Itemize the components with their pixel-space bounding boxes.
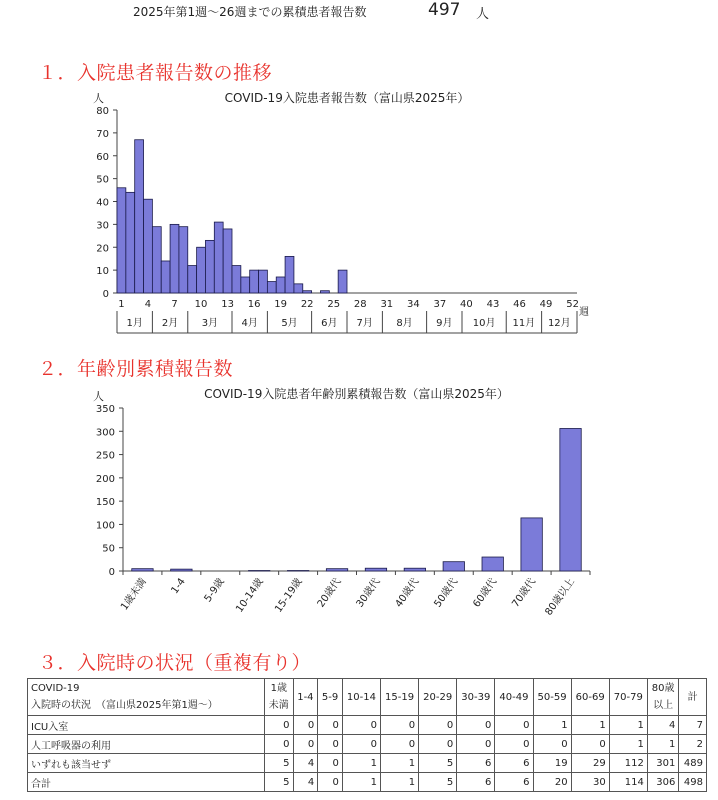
month-label: 6月 [321,318,338,329]
bar [161,261,170,293]
bar [117,188,126,293]
month-label: 12月 [547,318,571,329]
table-cell: 1 [342,773,380,792]
y-tick-label: 0 [108,567,115,578]
column-header: 計 [679,679,707,716]
table-cell: 4 [647,716,678,735]
bar [294,284,303,293]
table-cell: 0 [318,754,343,773]
table-cell: 5 [419,773,457,792]
table-row [28,735,707,754]
table-cell: 1 [533,716,571,735]
bar [171,569,192,571]
chart-title: COVID-19入院患者年齢別累積報告数（富山県2025年） [204,387,509,401]
y-tick-label: 60 [96,151,109,163]
category-label: 1-4 [169,576,188,597]
table-cell: 0 [457,735,495,754]
bar [144,199,153,293]
x-tick-label: 22 [300,299,314,310]
category-label: 50歳代 [432,576,461,610]
table-cell: 1 [609,735,647,754]
category-label: 10-14歳 [234,576,266,615]
table-cell: 7 [679,716,707,735]
x-tick-label: 13 [221,299,234,310]
column-header: 10-14 [342,679,380,716]
y-tick-label: 200 [95,473,115,485]
table-cell: 0 [571,735,609,754]
x-tick-label: 7 [171,299,178,310]
x-tick-label: 4 [144,299,152,310]
status-table [27,678,707,792]
summary-total: 497 [428,0,461,20]
table-cell: 6 [457,773,495,792]
bar [521,518,542,571]
column-header: 30-39 [457,679,495,716]
x-tick-label: 34 [406,299,420,310]
bar [152,227,161,293]
table-cell: 6 [495,754,533,773]
y-axis-label: 人 [93,390,104,403]
bar [326,569,347,571]
summary-label: 2025年第1週～26週までの累積患者報告数 [133,5,367,19]
table-cell: 489 [679,754,707,773]
bar [443,562,464,571]
y-tick-label: 0 [102,289,109,300]
y-tick-label: 10 [96,266,109,278]
table-cell: 0 [318,773,343,792]
bar [205,240,214,293]
bar [135,140,144,293]
bar [132,569,153,571]
table-cell: 0 [318,716,343,735]
summary-header [0,0,718,22]
table-cell: 114 [609,773,647,792]
category-label: 20歳代 [315,576,344,610]
bar [267,282,276,293]
bar [223,229,232,293]
table-cell: 0 [293,716,318,735]
table-cell: 0 [495,735,533,754]
bar [303,291,312,293]
y-tick-label: 150 [95,497,115,509]
row-label: 人工呼吸器の利用 [28,735,265,754]
table-cell: 1 [381,754,419,773]
bar [179,227,188,293]
table-cell: 0 [495,716,533,735]
table-header-title [28,679,265,716]
column-header: 20-29 [419,679,457,716]
y-tick-label: 50 [102,543,115,555]
row-label: 合計 [28,773,265,792]
row-label: いずれも該当せず [28,754,265,773]
table-cell: 0 [457,716,495,735]
table-cell: 0 [419,716,457,735]
x-tick-label: 49 [539,299,553,310]
bar [320,291,329,293]
column-header: 40-49 [495,679,533,716]
category-label: 5-9歳 [202,576,227,605]
x-tick-label: 10 [194,299,208,310]
month-label: 8月 [396,318,413,329]
x-tick-label: 31 [380,299,394,310]
x-axis-label: 週 [579,307,589,318]
bar [232,266,241,293]
category-label: 1歳未満 [119,576,149,613]
x-tick-label: 46 [513,299,526,310]
bar [482,557,503,571]
table-cell: 0 [265,716,294,735]
table-cell: 20 [533,773,571,792]
table-row [28,716,707,735]
table-cell: 0 [381,735,419,754]
month-label: 9月 [436,318,453,329]
y-tick-label: 20 [96,243,109,255]
category-label: 60歳代 [471,576,500,610]
month-label: 4月 [241,318,258,329]
month-label: 3月 [201,318,219,329]
bar [404,568,425,571]
x-tick-label: 19 [274,299,288,310]
y-tick-label: 70 [96,128,109,140]
table-cell: 1 [609,716,647,735]
table-cell: 112 [609,754,647,773]
y-tick-label: 300 [95,427,115,439]
table-cell: 1 [571,716,609,735]
table-cell: 0 [265,735,294,754]
table-cell: 5 [265,754,294,773]
bar [126,192,135,293]
category-label: 30歳代 [354,576,383,610]
column-header: 70-79 [609,679,647,716]
table-cell: 0 [342,716,380,735]
column-header: 60-69 [571,679,609,716]
column-header: 50-59 [533,679,571,716]
weekly-chart [0,88,718,340]
table-cell: 6 [457,754,495,773]
bar [197,247,206,293]
x-tick-label: 52 [566,299,579,310]
summary-unit: 人 [476,7,490,22]
table-header-row [28,679,707,716]
table-cell: 498 [679,773,707,792]
category-label: 15-19歳 [273,576,305,615]
column-header: 5-9 [318,679,343,716]
table-cell: 1 [342,754,380,773]
section-title-trend: １．入院患者報告数の推移 [38,62,273,84]
bar [560,428,581,571]
x-tick-label: 37 [433,299,447,310]
table-cell: 5 [419,754,457,773]
table-cell: 1 [381,773,419,792]
month-label: 5月 [281,318,298,329]
row-label: ICU入室 [28,716,265,735]
x-tick-label: 28 [353,299,367,310]
section-title-status: ３．入院時の状況（重複有り） [38,652,312,674]
table-cell: 0 [318,735,343,754]
table-cell: 0 [419,735,457,754]
table-cell: 6 [495,773,533,792]
bar [214,222,223,293]
y-tick-label: 50 [96,174,109,186]
category-label: 70歳代 [510,576,539,610]
month-label: 10月 [472,318,496,329]
month-label: 1月 [126,318,143,329]
bar [259,270,268,293]
month-label: 2月 [161,318,179,329]
month-label: 7月 [356,318,373,329]
table-cell: 19 [533,754,571,773]
table-title-line2: 入院時の状況 （富山県2025年第1週～） [31,700,218,711]
month-label: 11月 [512,318,536,329]
table-cell: 1 [647,735,678,754]
x-tick-label: 1 [118,299,125,310]
table-row [28,773,707,792]
table-cell: 306 [647,773,678,792]
y-tick-label: 40 [96,197,109,209]
bar [365,568,386,571]
table-title-line1: COVID-19 [31,683,80,694]
bar [338,270,347,293]
column-header: 15-19 [381,679,419,716]
bar [285,256,294,293]
bar [276,277,285,293]
bar [188,266,197,293]
x-tick-label: 40 [460,299,473,310]
category-label: 40歳代 [393,576,422,610]
category-label: 80歳以上 [543,576,577,618]
table-cell: 0 [533,735,571,754]
age-chart [0,378,718,648]
x-tick-label: 16 [247,299,261,310]
y-tick-label: 80 [96,106,109,117]
y-axis-label: 人 [93,92,104,105]
table-cell: 0 [293,735,318,754]
column-header: 80歳 以上 [647,679,678,716]
table-cell: 0 [342,735,380,754]
x-tick-label: 43 [486,299,500,310]
bar [241,277,250,293]
y-tick-label: 30 [96,220,109,232]
table-cell: 4 [293,773,318,792]
column-header: 1歳 未満 [265,679,294,716]
y-tick-label: 100 [95,520,115,532]
table-cell: 0 [381,716,419,735]
chart-title: COVID-19入院患者報告数（富山県2025年） [224,91,470,105]
x-tick-label: 25 [327,299,341,310]
table-cell: 4 [293,754,318,773]
table-cell: 30 [571,773,609,792]
bar [170,224,179,293]
section-title-age: ２．年齢別累積報告数 [38,358,234,380]
table-row [28,754,707,773]
y-tick-label: 250 [95,450,115,462]
table-cell: 29 [571,754,609,773]
table-cell: 301 [647,754,678,773]
y-tick-label: 350 [95,404,115,415]
column-header: 1-4 [293,679,318,716]
bar [250,270,259,293]
table-cell: 2 [679,735,707,754]
table-cell: 5 [265,773,294,792]
